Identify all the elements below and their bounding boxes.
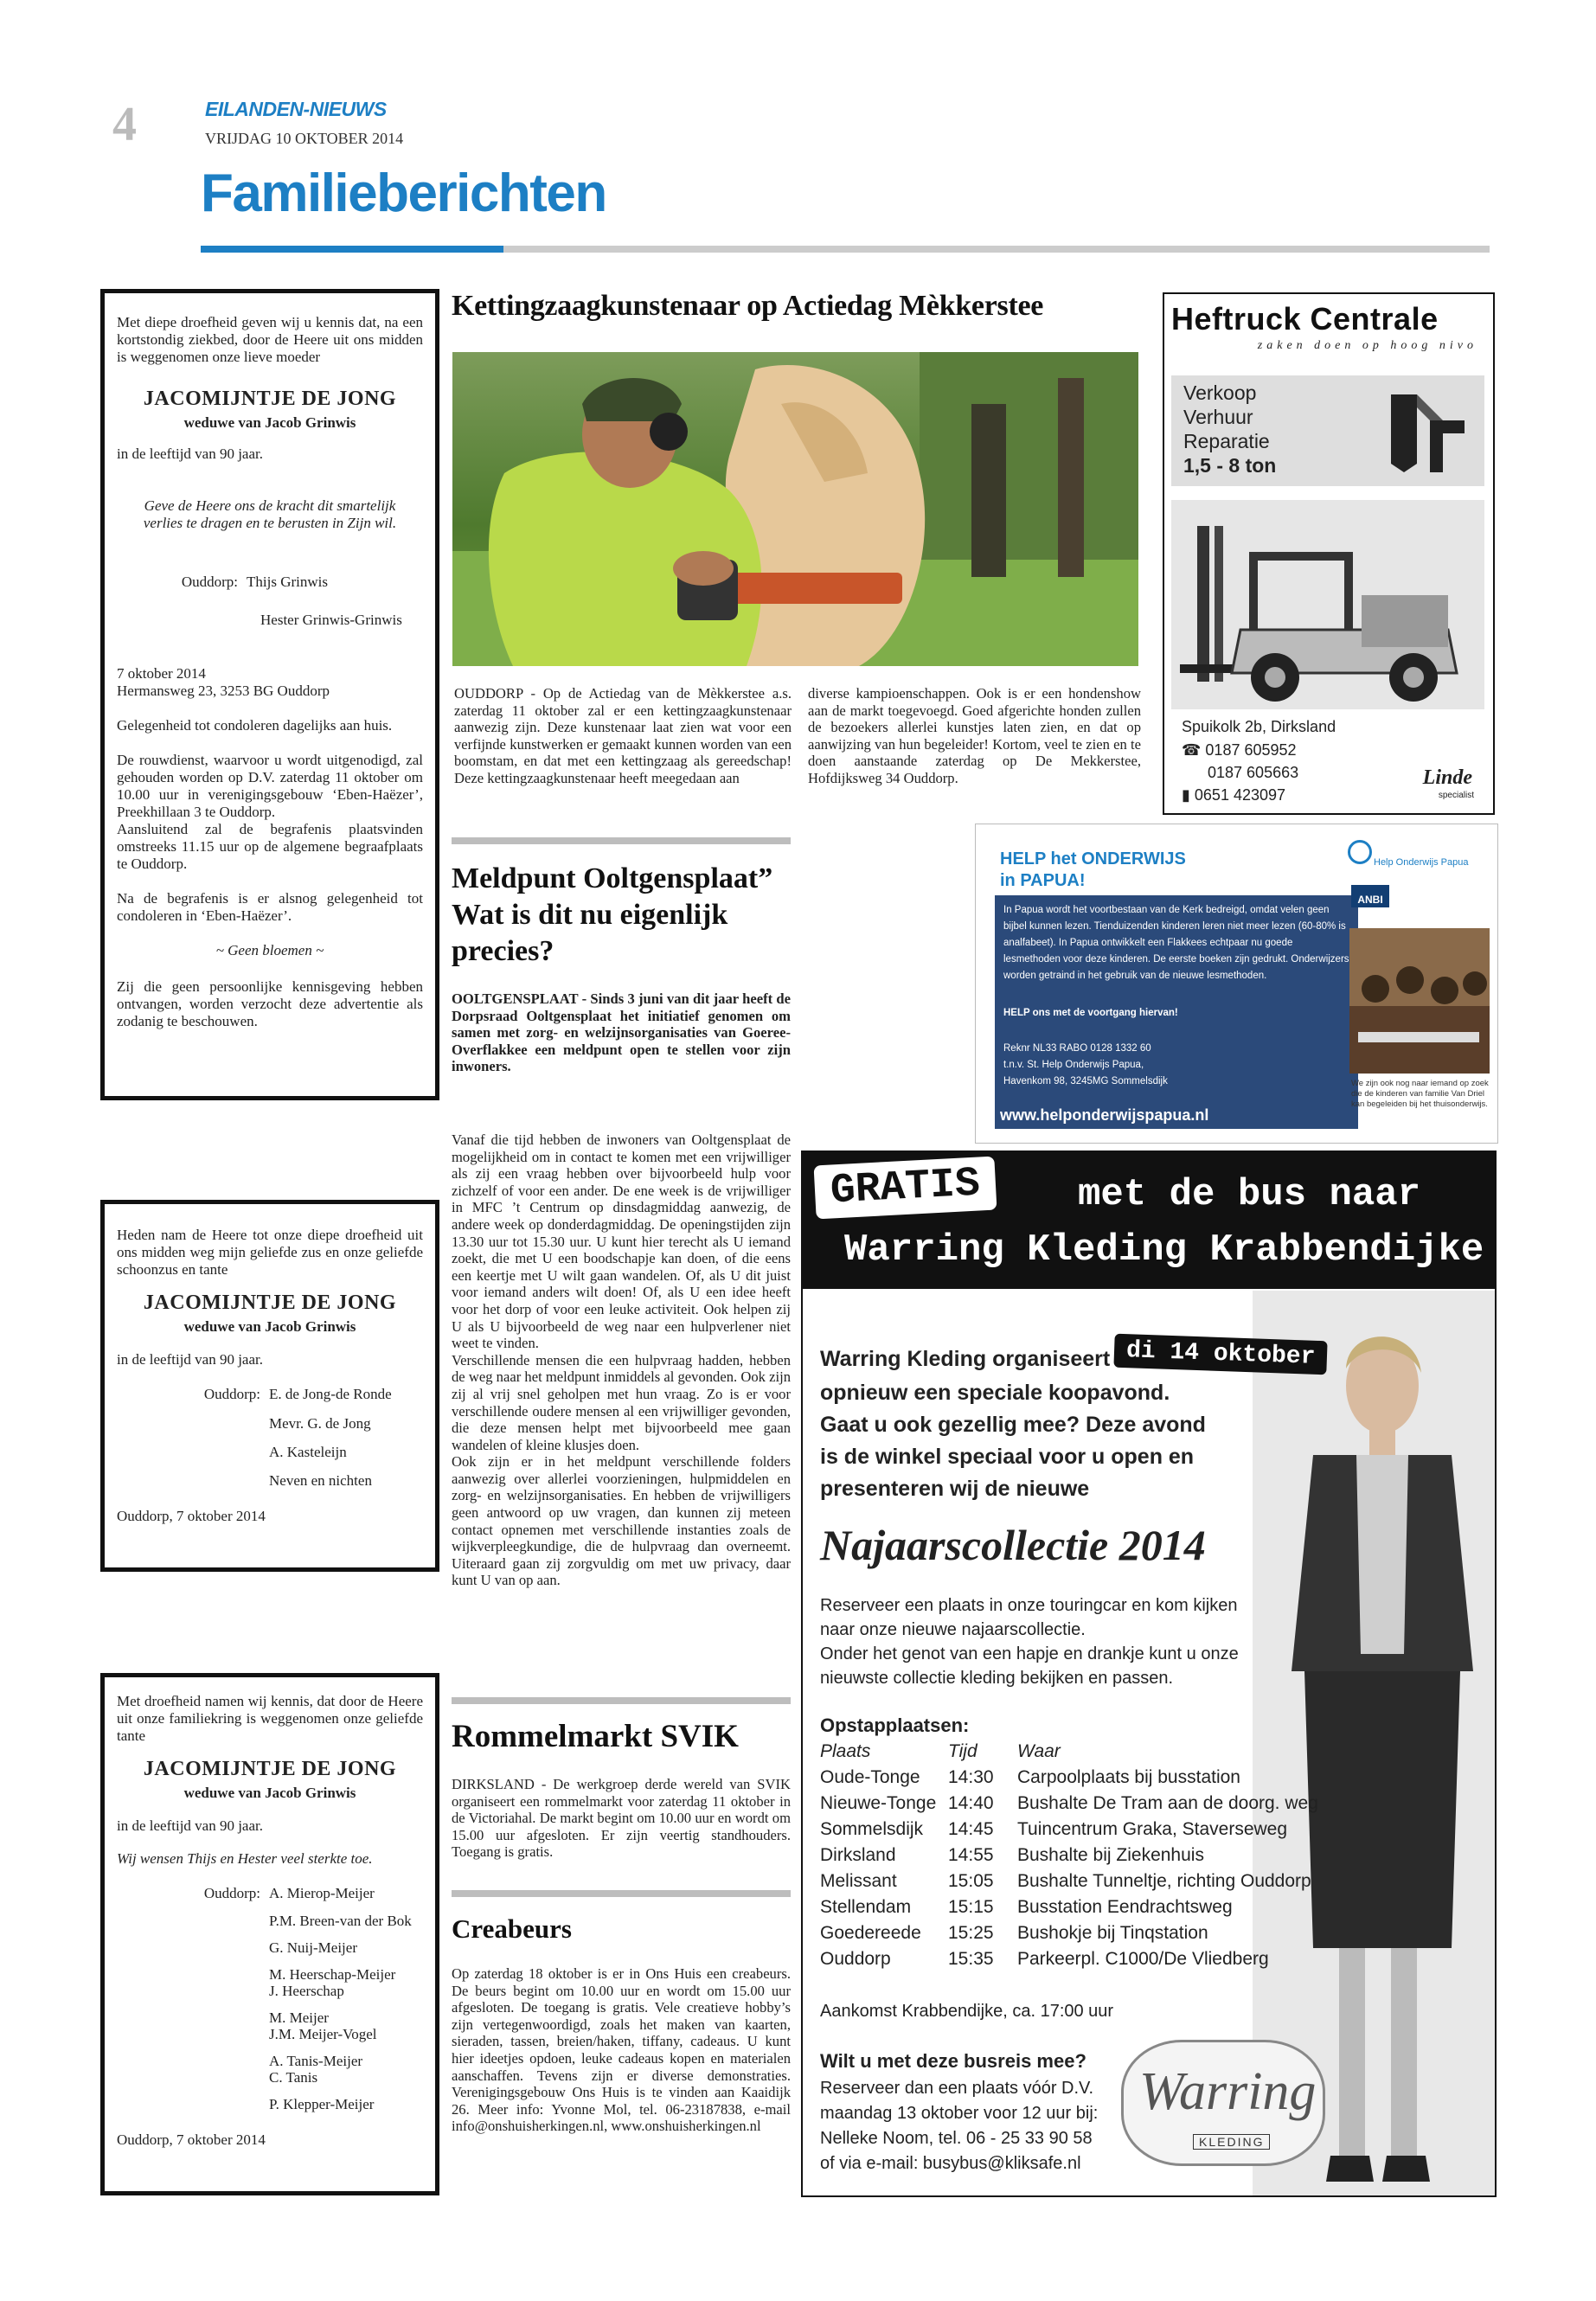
- contact: [820, 2076, 1098, 2176]
- stop-where: Bushalte Tunneltje, richting Ouddorp: [1017, 1871, 1311, 1891]
- arrival: Aankomst Krabbendijke, ca. 17:00 uur: [820, 2002, 1114, 2021]
- signer: P.M. Breen-van der Bok: [269, 1913, 412, 1929]
- signer: E. de Jong-de Ronde: [269, 1386, 392, 1402]
- table-row: [820, 1765, 1318, 1791]
- page-number: 4: [112, 98, 137, 151]
- stop-place: Oude-Tonge: [820, 1767, 920, 1787]
- ad-papua[interactable]: [975, 824, 1498, 1144]
- title-line: Meldpunt Ooltgensplaat”: [452, 862, 773, 894]
- widow-line: weduwe van Jacob Grinwis: [183, 1785, 356, 1801]
- ad-phones: [1182, 739, 1298, 806]
- after-funeral: Na de begrafenis is er alsnog gelegenheid tot condoleren in ‘Eben-Haëzer’.: [117, 890, 423, 924]
- signer: C. Tanis: [269, 2069, 318, 2086]
- mobile-icon: ▮: [1182, 786, 1195, 804]
- notice-date: 7 oktober 2014: [117, 665, 206, 682]
- stop-time: 15:35: [948, 1949, 994, 1969]
- table-row: [820, 1920, 1318, 1946]
- article-body: Op zaterdag 18 oktober is er in Ons Huis een creabeurs. De beurs begint om 10.00 uur en wordt om 15.00 uur afgesloten. De toegang is gratis. Vele creatieve hobby’s zijn vertegenwoordigd, zoals het maken van kaarten, sieraden, tassen, breien/haken, tiffany, cadeaus. U kunt hier ideetjes opdoen, leuke cadeaus kopen en materialen aanschaffen. Tevens zijn er diverse demonstraties. Verenigingsgebouw Ons Huis is te vinden aan Kaaidijk 26. Meer info: Yvonne Mol, tel. 06-23187838, e-mail info@onshuisherkingen.nl, www.onshuisherkingen.nl: [452, 1965, 791, 2135]
- signer: P. Klepper-Meijer: [269, 2096, 375, 2112]
- deceased-name: JACOMIJNTJE DE JONG: [143, 1292, 397, 1314]
- stop-where: Bushalte bij Ziekenhuis: [1017, 1845, 1204, 1865]
- notice-date: Ouddorp, 7 oktober 2014: [117, 2131, 266, 2148]
- phone-icon: ☎: [1182, 741, 1206, 759]
- ad-headline: met de bus naar: [1078, 1173, 1421, 1216]
- stop-where: Bushalte De Tram aan de doorg. weg: [1017, 1793, 1318, 1813]
- widow-line: weduwe van Jacob Grinwis: [183, 414, 356, 431]
- ad-heftruck[interactable]: [1163, 292, 1495, 815]
- service: De rouwdienst, waarvoor u wordt uitgenodigd, zal gehouden worden op D.V. zaterdag 11 oktober om 10.00 uur in verenigingsgebouw ‘Eben-Haëzer’, Preekhillaan 3 te Ouddorp.: [117, 752, 423, 820]
- signer: M. Heerschap-Meijer: [269, 1966, 396, 1983]
- stop-where: Bushokje bij Tinqstation: [1017, 1923, 1208, 1943]
- place-label: Ouddorp:: [203, 1386, 260, 1402]
- signer: A. Mierop-Meijer: [269, 1885, 375, 1901]
- article-title: Rommelmarkt SVIK: [452, 1719, 739, 1754]
- stop-time: 14:55: [948, 1845, 994, 1865]
- stop-where: Parkeerpl. C1000/De Vliedberg: [1017, 1949, 1269, 1969]
- stops-table: [820, 1739, 1318, 1972]
- account-line: t.n.v. St. Help Onderwijs Papua,: [1003, 1060, 1144, 1070]
- heading-line: HELP het ONDERWIJS: [1000, 849, 1186, 868]
- intro-line: opnieuw een speciale koopavond.: [820, 1381, 1170, 1405]
- chainsaw-photo: [452, 352, 1138, 666]
- verse: Geve de Heere ons de kracht dit smartelijk verlies te dragen en te berusten in Zijn wil.: [143, 497, 397, 531]
- question: Wilt u met deze busreis mee?: [820, 2050, 1086, 2072]
- condolence: Gelegenheid tot condoleren dagelijks aan huis.: [117, 717, 393, 734]
- widow-line: weduwe van Jacob Grinwis: [183, 1318, 356, 1335]
- stop-where: Carpoolplaats bij busstation: [1017, 1767, 1240, 1787]
- deceased-name: JACOMIJNTJE DE JONG: [143, 388, 397, 410]
- death-notice-2: [100, 1200, 439, 1572]
- ad-text: In Papua wordt het voortbestaan van de Kerk bedreigd, omdat velen geen bijbel kunnen lezen. Tienduizenden kinderen leren niet meer lezen (60-80% is analfabeet). In Papua ontwikkelt een Flakkees echtpaar nu goede lesmethoden voor deze kinderen. De eerste boeken zijn gedrukt. Onderwijzers worden getraind in het gebruik van de nieuwe lesmethoden.: [1003, 905, 1349, 981]
- signer: J.M. Meijer-Vogel: [269, 2026, 377, 2042]
- ad-para: Reserveer een plaats in onze touringcar en kom kijken naar onze nieuwe najaarscollectie.: [820, 1596, 1238, 1639]
- article-lead: OOLTGENSPLAAT - Sinds 3 juni van dit jaar heeft de Dorpsraad Ooltgensplaat het initiatief genomen om samen met zorg- en welzijnsorganisaties van Goeree- Overflakkee een meldpunt open te stellen voor zijn inwoners.: [452, 990, 791, 1075]
- signer: Hester Grinwis-Grinwis: [260, 612, 402, 628]
- heftruck-logo-icon: [1382, 386, 1477, 481]
- table-row: [820, 1946, 1318, 1972]
- signer: G. Nuij-Meijer: [269, 1939, 357, 1956]
- ad-intro: [820, 1377, 1206, 1505]
- article-col-2: diverse kampioenschappen. Ook is er een hondenshow aan de markt toegevoegd. Goed afgerichte honden zullen de bezoekers allerlei kunstjes laten zien, en dat op aanwijzing van hun begeleider! Kortom, veel te zien en te doen aanstaande zaterdag op De Mekkerstee, Hofdijksweg 34 Ouddorp.: [808, 685, 1141, 786]
- service: Verhuur: [1183, 406, 1253, 428]
- paragraph: Verschillende mensen die een hulpvraag hadden, hebben de weg naar het meldpunt inmiddels al gevonden. Ook zijn zij al vrij snel geholpen met hun vraag. Zo is er voor verschillende oudere mensen al een vrijwilliger gevonden, die deze mensen helpt met bijvoorbeeld mee gaan wandelen of kleine klusjes doen.: [452, 1351, 791, 1453]
- article-col-1: OUDDORP - Op de Actiedag van de Mèkkerstee a.s. zaterdag 11 oktober zal er een kettingzaagkunstenaar aanwezig zijn. Deze kunstenaar laat zien wat voor een verfijnde kunstwerken er gemaakt kunnen worden van een boomstam, en dat met een kettingzaag als gereedschap! Deze kettingzaagkunstenaar heeft meegedaan aan: [454, 685, 792, 786]
- gratis-badge: GRATIS: [814, 1157, 997, 1220]
- service: 1,5 - 8 ton: [1183, 454, 1277, 477]
- logo-text: Warring: [1139, 2062, 1317, 2121]
- ad-heading: [1000, 849, 1186, 892]
- article-title: Kettingzaagkunstenaar op Actiedag Mèkkerstee: [452, 290, 1044, 322]
- stop-place: Nieuwe-Tonge: [820, 1793, 937, 1813]
- place-label: Ouddorp:: [181, 574, 238, 590]
- table-row: [820, 1791, 1318, 1817]
- stop-time: 14:45: [948, 1819, 994, 1839]
- stop-time: 14:40: [948, 1793, 994, 1813]
- phone[interactable]: 0651 423097: [1194, 786, 1286, 804]
- section-title: Familieberichten: [201, 163, 606, 223]
- signer: A. Tanis-Meijer: [269, 2053, 363, 2069]
- ad-help: HELP ons met de voortgang hiervan!: [1003, 1008, 1178, 1018]
- age-line: in de leeftijd van 90 jaar.: [117, 1817, 263, 1834]
- notice-intro: Met droefheid namen wij kennis, dat door de Heere uit onze familiekring is weggenomen onze geliefde tante: [117, 1693, 423, 1744]
- divider: [452, 1890, 791, 1897]
- intro-line: Gaat u ook gezellig mee? Deze avond: [820, 1413, 1206, 1437]
- divider: [452, 1697, 791, 1704]
- title-line: Wat is dit nu eigenlijk: [452, 899, 728, 931]
- intro-line: presenteren wij de nieuwe: [820, 1477, 1090, 1501]
- contact-line: Reserveer dan een plaats vóór D.V.: [820, 2079, 1094, 2098]
- ad-warring[interactable]: [801, 1150, 1497, 2197]
- stop-where: Busstation Eendrachtsweg: [1017, 1897, 1233, 1917]
- deceased-name: JACOMIJNTJE DE JONG: [143, 1758, 397, 1780]
- stop-time: 15:05: [948, 1871, 994, 1891]
- intro-line: is de winkel speciaal voor u open en: [820, 1445, 1195, 1469]
- death-notice-1: [100, 289, 439, 1100]
- table-row: [820, 1817, 1318, 1843]
- ad-title: Heftruck Centrale: [1171, 301, 1439, 336]
- date-badge: di 14 oktober: [1113, 1334, 1328, 1375]
- ad-para: Onder het genot van een hapje en drankje kunt u onze nieuwste collectie kleding bekijken en passen.: [820, 1644, 1239, 1688]
- ad-logo-text: Help Onderwijs Papua: [1374, 857, 1469, 868]
- signer: J. Heerschap: [269, 1983, 344, 1999]
- stop-time: 15:15: [948, 1897, 994, 1917]
- brand-sub: specialist: [1438, 791, 1474, 800]
- ad-address: Spuikolk 2b, Dirksland: [1182, 718, 1336, 735]
- age-line: in de leeftijd van 90 jaar.: [117, 1351, 263, 1368]
- brand-logo: Linde: [1422, 766, 1472, 789]
- title-line: precies?: [452, 935, 554, 967]
- age-line: in de leeftijd van 90 jaar.: [117, 445, 263, 462]
- divider: [452, 837, 791, 844]
- col-header: Waar: [1017, 1741, 1061, 1761]
- account-line: Havenkom 98, 3245MG Sommelsdijk: [1003, 1076, 1168, 1086]
- anbi-badge: ANBI: [1351, 885, 1389, 907]
- collection-title: Najaarscollectie 2014: [820, 1521, 1206, 1569]
- forklift-image: [1171, 500, 1484, 709]
- signer: Neven en nichten: [269, 1472, 372, 1489]
- phone[interactable]: 0187 605663: [1208, 764, 1299, 781]
- place-label: Ouddorp:: [203, 1885, 260, 1901]
- notice-address: Hermansweg 23, 3253 BG Ouddorp: [117, 683, 330, 699]
- heading-line: in PAPUA!: [1000, 871, 1086, 890]
- table-row: [820, 1894, 1318, 1920]
- no-flowers: ~ Geen bloemen ~: [215, 942, 324, 958]
- col-header: Plaats: [820, 1741, 871, 1761]
- account-line: Reknr NL33 RABO 0128 1332 60: [1003, 1043, 1151, 1054]
- signer: M. Meijer: [269, 2009, 329, 2026]
- logo-circle-icon: [1348, 840, 1372, 864]
- stop-time: 14:30: [948, 1767, 994, 1787]
- wish: Wij wensen Thijs en Hester veel sterkte toe.: [117, 1850, 373, 1867]
- paragraph: Ook zijn er in het meldpunt verschillende folders aanwezig over allerlei voorzieningen, hulpmiddelen en zorg- en welzijnsorganisaties. En hebben de vrijwilligers geen antwoord op uw vragen, dan kunnen zij meteen contact opnemen met verschillende instanties zoals de wijkverpleegkundige, die de hulpvraag dan overneemt. Uiteraard gaan zij zorgvuldig om met uw privacy, daar kunt U van op aan.: [452, 1453, 791, 1589]
- issue-date: VRIJDAG 10 OKTOBER 2014: [205, 130, 404, 147]
- warring-logo: [1121, 2040, 1325, 2166]
- stops-header: [820, 1739, 1318, 1765]
- contact-line: maandag 13 oktober voor 12 uur bij:: [820, 2104, 1099, 2123]
- closing: Zij die geen persoonlijke kennisgeving hebben ontvangen, worden verzocht deze advertentie als zodanig te beschouwen.: [117, 978, 423, 1029]
- service: Reparatie: [1183, 430, 1270, 452]
- notice-intro: Met diepe droefheid geven wij u kennis dat, na een kortstondig ziekbed, door de Heere uit ons midden is weggenomen onze lieve moeder: [117, 314, 423, 365]
- ad-url[interactable]: www.helponderwijspapua.nl: [1000, 1106, 1209, 1124]
- stop-place: Goedereede: [820, 1923, 921, 1943]
- article-body: [452, 1131, 791, 1589]
- stop-place: Stellendam: [820, 1897, 912, 1917]
- ad-headline: Warring Kleding Krabbendijke: [844, 1228, 1484, 1272]
- section-rule-blue: [201, 246, 503, 253]
- logo-sub: KLEDING: [1193, 2134, 1270, 2150]
- signer: Thijs Grinwis: [247, 574, 328, 590]
- death-notice-3: [100, 1673, 439, 2195]
- stop-time: 15:25: [948, 1923, 994, 1943]
- col-header: Tijd: [948, 1741, 977, 1761]
- stops-title: Opstapplaatsen:: [820, 1715, 970, 1736]
- ad-account: [1003, 1041, 1168, 1090]
- contact-line[interactable]: Nelleke Noom, tel. 06 - 25 33 90 58: [820, 2129, 1093, 2148]
- children-photo: [1349, 928, 1490, 1074]
- notice-intro: Heden nam de Heere tot onze diepe droefheid uit ons midden weg mijn geliefde zus en onze geliefde schoonzus en tante: [117, 1227, 423, 1278]
- table-row: [820, 1843, 1318, 1868]
- phone[interactable]: 0187 605952: [1205, 741, 1297, 759]
- article-title: [452, 861, 772, 970]
- table-row: [820, 1868, 1318, 1894]
- stop-place: Melissant: [820, 1871, 897, 1891]
- notice-date: Ouddorp, 7 oktober 2014: [117, 1508, 266, 1524]
- stop-where: Tuincentrum Graka, Staverseweg: [1017, 1819, 1288, 1839]
- ad-intro: Warring Kleding organiseert: [820, 1347, 1111, 1371]
- ad-caption: We zijn ook nog naar iemand op zoek die de kinderen van familie Van Driel kan begeleiden bij het thuisonderwijs.: [1351, 1079, 1489, 1109]
- stop-place: Ouddorp: [820, 1949, 891, 1969]
- signer: Mevr. G. de Jong: [269, 1415, 371, 1432]
- article-title: Creabeurs: [452, 1913, 572, 1944]
- stop-place: Sommelsdijk: [820, 1819, 924, 1839]
- funeral: Aansluitend zal de begrafenis plaatsvinden omstreeks 11.15 uur op de algemene begraafplaats te Ouddorp.: [117, 821, 423, 872]
- contact-line[interactable]: of via e-mail: busybus@kliksafe.nl: [820, 2154, 1081, 2173]
- ad-services: [1183, 381, 1276, 478]
- paragraph: Vanaf die tijd hebben de inwoners van Ooltgensplaat de mogelijkheid om in contact te komen met een vrijwilliger als zij een vraag hebben over bijvoorbeeld hulp voor zichzelf of voor een ander. De ene week is de vrijwilliger in MFC ’t Centrum op dinsdagmiddag aanwezig, de andere week op donderdagmiddag. De openingstijden zijn 13.30 uur tot 15.30 uur. U kunt hier terecht als U iemand zoekt, die met U een boodschapje kan doen, of die eens een keertje met U wilt gaan wandelen. Of, als U dit juist voor iemand anders wilt doen! Of, als U een idee heeft voor het dorp of voor een leuke activiteit. Ook helpen zij U als U bijvoorbeeld de weg naar een hulpverlener niet weet te vinden.: [452, 1131, 791, 1352]
- ad-tagline: zaken doen op hoog nivo: [1257, 339, 1477, 352]
- article-body: DIRKSLAND - De werkgroep derde wereld van SVIK organiseert een rommelmarkt voor zaterdag 11 oktober in de Victoriahal. De markt begint om 10.00 uur en wordt om 15.00 uur afgesloten. Er zijn veertig standhouders. Toegang is gratis.: [452, 1776, 791, 1861]
- stop-place: Dirksland: [820, 1845, 896, 1865]
- brand-logo: EILANDEN-NIEUWS: [205, 98, 387, 120]
- signer: A. Kasteleijn: [269, 1444, 347, 1460]
- section-rule-gray: [503, 246, 1490, 253]
- service: Verkoop: [1183, 381, 1257, 404]
